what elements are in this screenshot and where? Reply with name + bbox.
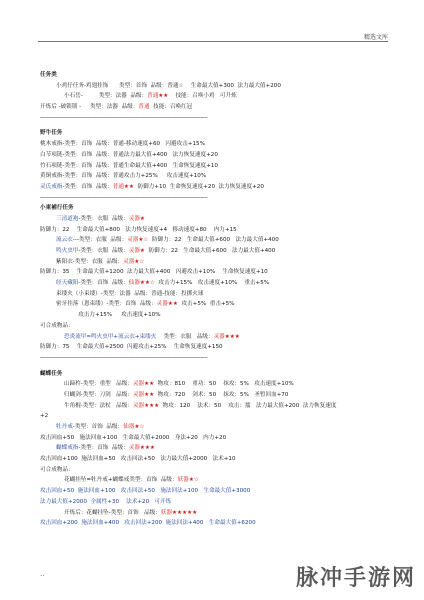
text-segment: 防御力：22 生命最大值+600 法力最大值+400: [144, 248, 276, 254]
text-segment: 束缕火（小束缕）-类型：法器 品级：普通-技能：投掷火球: [56, 290, 204, 297]
text-segment: -类型：首饰 品级：: [72, 424, 124, 430]
text-line: [40, 518, 390, 529]
text-segment: 攻击回血+200 施法回血+400 攻击回法+200 施法回法+400 生命最大值+6200: [40, 520, 256, 527]
text-segment: 牡丹戒: [56, 424, 73, 430]
text-segment: 开炼后：花蝴挂坠-类型：首饰 品级：: [64, 509, 161, 516]
text-segment: 攻击回血+50 施法回血+100 生命最大值+2000 身法+20 内力+20: [40, 434, 227, 441]
text-line: [40, 278, 390, 289]
text-segment: 类型：衣服 品级：: [156, 333, 214, 340]
text-line: [40, 475, 390, 486]
section-heading: [40, 203, 390, 214]
text-line: [40, 102, 390, 113]
text-line: [40, 508, 390, 519]
text-segment: 灵器★★: [132, 391, 155, 398]
text-line: [40, 497, 390, 508]
text-segment: 密牙挂落（恩束缕）-类型：首饰 品级：: [56, 301, 157, 308]
text-segment: 山蹄杵-类型：重型 品级：: [64, 381, 133, 388]
text-segment: 生命最大值+300 法力最大值+200: [183, 82, 281, 89]
text-segment: 开炼后 -破锁锁 - 类型：法器 品级：: [40, 104, 139, 111]
text-segment: +2: [40, 413, 49, 420]
text-segment: 攻击回血+50 施法回血+100 攻击回法+50 施法回法+100 生命最大值+3000: [40, 488, 251, 495]
text-segment: 灵器★★: [156, 301, 178, 308]
text-segment: 灵器★☆: [127, 237, 149, 244]
text-line: [40, 235, 390, 246]
text-segment: 普通★★: [147, 93, 169, 100]
text-line: [40, 454, 390, 465]
text-segment: 花蝴挂坠=牡丹戒+蝴蝶戒类型：首饰 品级：: [64, 477, 178, 484]
text-segment: 技能：召唤红冠: [149, 104, 193, 111]
text-segment: 技能：召唤小鸡 可升炼: [168, 93, 237, 100]
text-line: [40, 390, 390, 401]
text-segment: -类型：首饰 品级：: [62, 183, 113, 190]
text-segment: 灵器★★: [132, 381, 155, 388]
text-segment: 防御力+10 生命恢复速度+20 法力恢复速度+20: [133, 183, 264, 190]
text-segment: 防御力：35 生命最大值+1200 法力最大值+400 闪避攻击+10% 生命恢复速度+10: [40, 269, 268, 276]
text-segment: 小東補行任务: [40, 205, 74, 212]
text-segment: 可合成物品：: [40, 466, 74, 473]
text-segment: -----------------------------------------------------------------------------------------------------------------------: [40, 194, 208, 201]
text-segment: 攻击回血+100 施法回血+50 攻击回法+50 法力最大值+2000 法术+10: [40, 456, 236, 463]
text-segment: 攻击力+15% 攻击速度+10% 重击+5%: [154, 280, 270, 287]
text-segment: 灵器★★★: [132, 402, 160, 409]
document-body: [40, 70, 390, 529]
text-line: [40, 332, 390, 343]
text-segment: 攻击力+15% 攻击速度+10%: [64, 312, 161, 319]
bottom-mark: ..: [40, 570, 45, 578]
text-segment: 蝴蝶戒指: [56, 445, 79, 452]
text-line: [40, 289, 390, 300]
text-segment: 防御力：22 生命最大值+800 法力恢复速度+4 移动速度+80 内力+15: [40, 226, 237, 233]
text-segment: 普通: [138, 104, 150, 111]
text-line: [40, 401, 390, 412]
text-segment: 灵器★: [128, 248, 145, 254]
header-label: 精选文库: [363, 34, 388, 41]
text-line: [40, 321, 390, 332]
text-segment: -----------------------------------------------------------------------------------------------------------------------: [40, 114, 208, 121]
text-line: [40, 411, 390, 422]
text-line: [40, 299, 390, 310]
text-segment: 小鸡仔任务-鸡翅挂饰 类型：首饰 品级：普通: [56, 82, 179, 89]
text-line: [40, 443, 390, 454]
text-segment: 归蝴剑-类型：刀剑 品级：: [64, 391, 133, 398]
text-segment: 紫阳衣-类型：衣服 品级：: [56, 258, 124, 265]
header-rule: [38, 41, 388, 42]
section-divider: [40, 353, 390, 364]
section-heading: [40, 369, 390, 380]
text-line: [40, 342, 390, 353]
text-line: [40, 225, 390, 236]
text-segment: 物攻：810 重功：50 抹攻：5% 攻击速度+10%: [154, 381, 294, 388]
text-line: [40, 422, 390, 433]
text-segment: 桃木戒指-类型：首饰 品级：普通-移动速度+60 闪避攻击+15%: [40, 141, 205, 148]
text-segment: 任务类: [40, 72, 57, 78]
text-line: [40, 91, 390, 102]
text-segment: 灵器★★★: [128, 445, 155, 452]
text-segment: 物攻：720 剑术：50 抹攻：5% 圣暂回血+70: [154, 391, 289, 398]
text-line: [40, 161, 390, 172]
text-segment: 物攻：120 法术：50 攻击：擂 法力最大值+200 法力恢复速度: [159, 402, 337, 409]
text-line: [40, 214, 390, 225]
text-segment: 白节项链-类型：首饰 品级：普通法力最大值+400 法力恢复速度+20: [40, 151, 218, 158]
text-segment: -类型：首饰 品级：: [78, 445, 129, 452]
text-segment: -类型：衣服 品级：: [78, 215, 129, 222]
text-segment: 灵器★: [128, 215, 145, 222]
text-segment: 妖器★★★★★: [160, 509, 198, 516]
text-segment: 普通★★: [112, 183, 134, 190]
text-segment: 野牛任务: [40, 130, 63, 137]
watermark-text: 脉冲手游网: [295, 566, 416, 591]
text-segment: -类型：衣服 品级：: [78, 248, 129, 254]
text-segment: 妖器★☆: [177, 477, 199, 484]
text-line: [40, 81, 390, 92]
text-segment: 灵氏戒指: [40, 183, 63, 190]
text-segment: 法力最大值+2000 全属性+30 法术+20 可开炼: [40, 498, 172, 505]
text-segment: 鸣火虫甲: [56, 248, 79, 254]
text-segment: 流云衣: [56, 237, 73, 244]
text-segment: 蝴蝶任务: [40, 370, 63, 377]
text-segment: -类型：首饰 品级：: [78, 280, 129, 287]
text-segment: 可合成物品：: [40, 322, 74, 329]
text-segment: 攻击+5% 重击+5%: [177, 301, 235, 308]
section-divider: [40, 193, 390, 204]
text-line: [40, 150, 390, 161]
text-line: [40, 433, 390, 444]
text-segment: 三清道袍: [56, 215, 79, 222]
text-segment: 黄铜戒指-类型：首饰 品级：普通攻击力+25% 攻击速度+10%: [40, 173, 207, 180]
text-segment: 防御力：22 生命最大值+600 法力最大值+400: [148, 237, 279, 244]
section-divider: [40, 113, 390, 124]
text-segment: 竹石项链-类型：首饰 品级：普通生命最大值+400 生命恢复速度+10: [40, 162, 218, 169]
text-line: [40, 257, 390, 268]
text-segment: 经天藏阳: [56, 280, 79, 287]
text-segment: 灵器★★★: [213, 333, 240, 340]
section-heading: [40, 70, 390, 81]
text-segment: -----------------------------------------------------------------------------------------------------------------------: [40, 354, 208, 361]
text-segment: 仙器★☆: [123, 424, 145, 430]
text-line: [40, 246, 390, 257]
text-line: [40, 171, 390, 182]
text-line: [40, 310, 390, 321]
text-segment: ☆: [178, 82, 184, 89]
text-segment: 防御力：75 生命最大值+2500 闪避攻击+25% 生命恢复速度+150: [40, 344, 223, 351]
text-segment: 灵器★☆: [123, 258, 145, 265]
text-line: [40, 182, 390, 193]
text-line: [40, 267, 390, 278]
text-line: [40, 379, 390, 390]
text-segment: 仙器★★☆: [128, 280, 155, 287]
text-line: [40, 139, 390, 150]
text-segment: 恐炎流甲=鸣火虫甲+流云衣+束缕火: [64, 333, 157, 340]
text-segment: 小石岳- 类型：法器 品级：: [64, 93, 148, 100]
section-heading: [40, 128, 390, 139]
page-header: [0, 0, 424, 46]
text-line: [40, 486, 390, 497]
text-segment: 牛角棍-类型：法杖 品级：: [64, 402, 133, 409]
text-segment: ---类型：衣服 品级：: [72, 237, 128, 244]
text-line: [40, 465, 390, 476]
